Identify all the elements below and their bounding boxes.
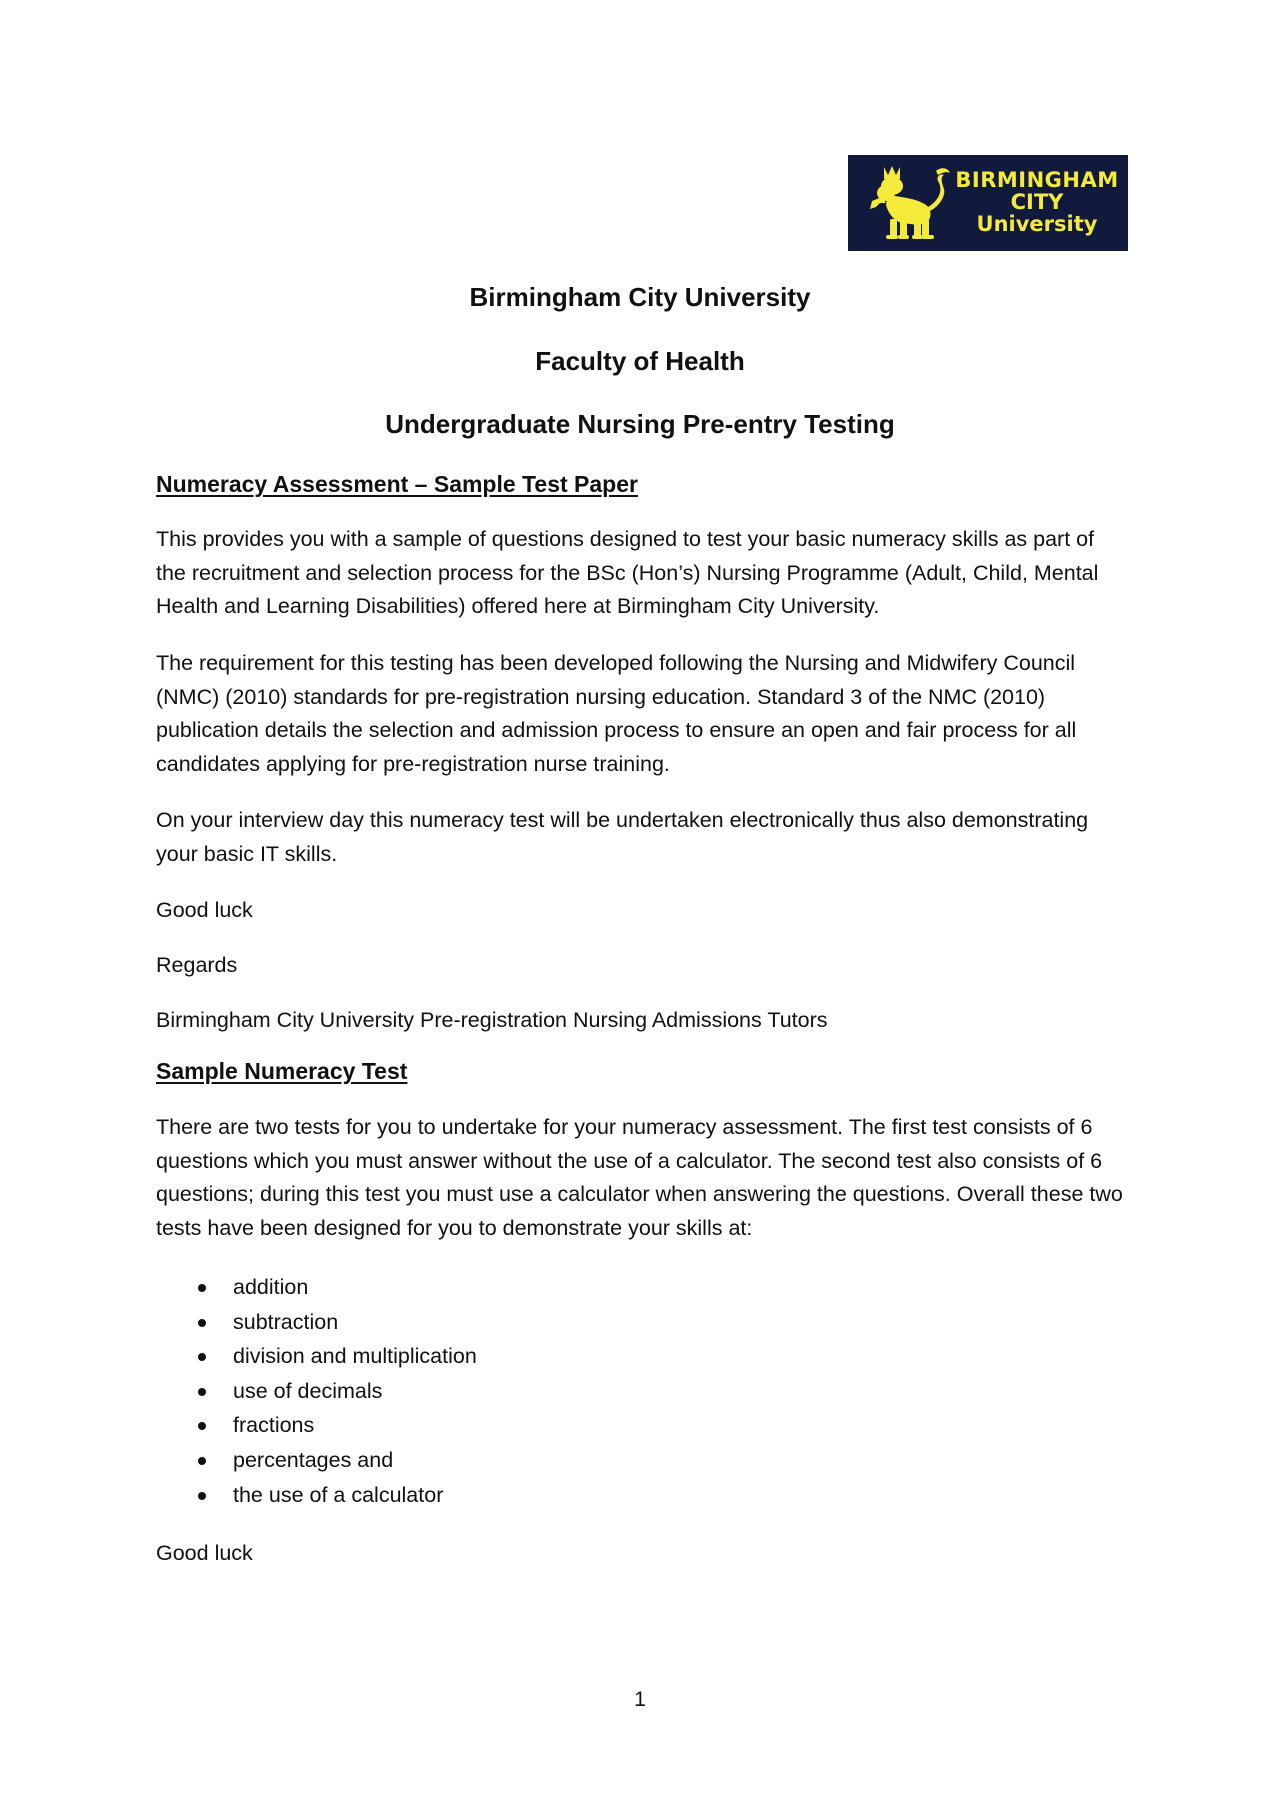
- tests-paragraph: There are two tests for you to undertake for your numeracy assessment. The first test consists of 6 questions which you must answer without the use of a calculator. The second test also consists of 6 questions; during this test you must use a calculator when answering the questions. Overall these two tests have been designed for you to demonstrate your skills at:: [156, 1115, 1123, 1240]
- list-item-label: subtraction: [233, 1309, 339, 1334]
- list-item: [156, 1478, 477, 1513]
- list-item-label: percentages and: [233, 1447, 394, 1472]
- closing-good-luck-text: Good luck: [156, 1541, 253, 1565]
- bullet-icon: [198, 1388, 206, 1396]
- lion-rampant-icon: [862, 161, 954, 245]
- logo-wordmark: [952, 169, 1122, 235]
- document-subtitle: Undergraduate Nursing Pre-entry Testing: [385, 409, 895, 439]
- list-item: [156, 1408, 477, 1443]
- list-item-label: addition: [233, 1275, 309, 1299]
- logo-line-birmingham: BIRMINGHAM: [955, 168, 1119, 192]
- list-item-label: fractions: [233, 1413, 315, 1438]
- document-title: Birmingham City University: [469, 282, 811, 312]
- bullet-icon: [198, 1457, 206, 1465]
- list-item: [156, 1443, 477, 1478]
- bullet-icon: [198, 1492, 206, 1500]
- good-luck-text: Good luck: [156, 898, 253, 922]
- signoff-text: Birmingham City University Pre-registration Nursing Admissions Tutors: [156, 1008, 828, 1032]
- logo-line-city: CITY: [1010, 190, 1064, 215]
- list-item-label: the use of a calculator: [233, 1482, 444, 1507]
- list-item-label: use of decimals: [233, 1378, 383, 1403]
- university-logo: [848, 155, 1128, 251]
- regards-text: Regards: [156, 953, 238, 977]
- logo-line-university: University: [976, 212, 1098, 237]
- section-heading-sample-numeracy-test: Sample Numeracy Test: [156, 1058, 408, 1084]
- bullet-icon: [198, 1422, 206, 1430]
- intro-paragraph: This provides you with a sample of questions designed to test your basic numeracy skills as part of the recruitment and selection process for the BSc (Hon’s) Nursing Programme (Adult, Child, Mental Health and Learning Disabilities) offered here at Birmingham City University.: [156, 527, 1099, 618]
- list-item: [156, 1374, 477, 1409]
- skills-list: [156, 1270, 477, 1512]
- page-number: 1: [634, 1688, 646, 1711]
- bullet-icon: [198, 1353, 206, 1361]
- list-item: [156, 1339, 477, 1374]
- list-item-label: division and multiplication: [233, 1344, 477, 1369]
- list-item: [156, 1270, 477, 1305]
- faculty-heading: Faculty of Health: [535, 346, 745, 376]
- section-heading-numeracy-assessment: Numeracy Assessment – Sample Test Paper: [156, 471, 638, 497]
- bullet-icon: [198, 1319, 206, 1327]
- list-item: [156, 1305, 477, 1340]
- interview-paragraph: On your interview day this numeracy test will be undertaken electronically thus also demonstrating your basic IT skills.: [156, 808, 1089, 866]
- requirement-paragraph: The requirement for this testing has been developed following the Nursing and Midwifery Council (NMC) (2010) standards for pre-registration nursing education. Standard 3 of the NMC (2010) publication details the selection and admission process to ensure an open and fair process for all candidates applying for pre-registration nurse training.: [156, 651, 1077, 776]
- bullet-icon: [198, 1284, 206, 1292]
